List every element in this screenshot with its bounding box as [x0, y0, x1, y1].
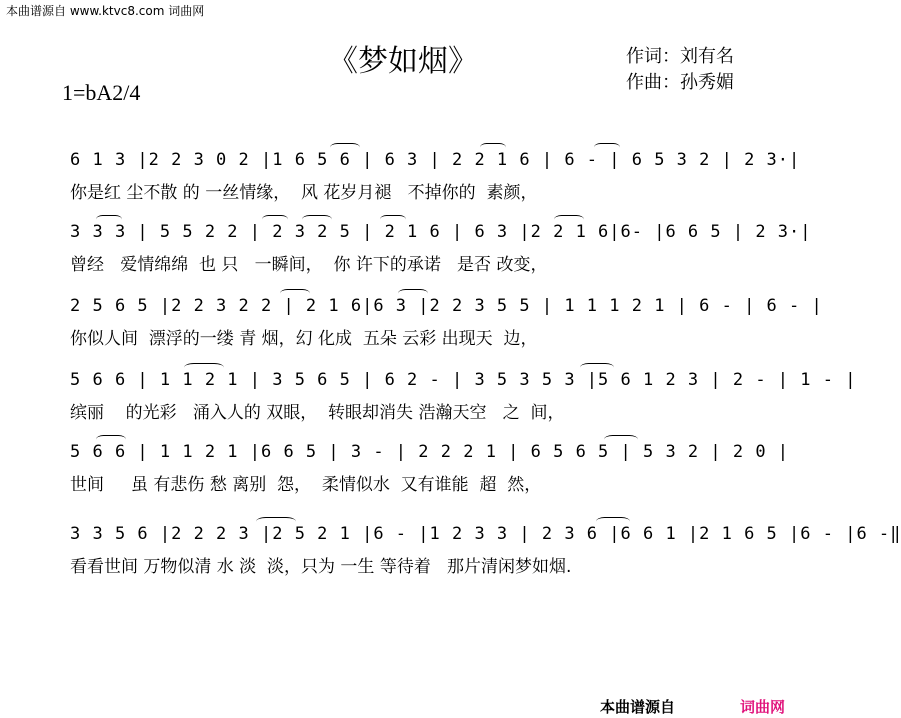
lyric-line: 你似人间 漂浮的一缕 青 烟，幻 化成 五朵 云彩 出现天 边，: [70, 329, 538, 349]
slur-mark: [262, 215, 288, 224]
lyric-line: 你是红 尘不散 的 一丝情缘， 风 花岁月褪 不掉你的 素颜，: [70, 183, 538, 203]
composer-credit: 作曲：孙秀媚: [626, 72, 734, 93]
slur-mark: [96, 435, 126, 444]
slur-mark: [256, 517, 296, 526]
slur-mark: [398, 289, 428, 298]
slur-mark: [330, 143, 360, 152]
score-line-5: [70, 442, 790, 495]
slur-mark: [280, 289, 310, 298]
slur-mark: [554, 215, 584, 224]
slur-mark: [604, 435, 638, 444]
numbered-notes: 3 3 3 | 5 5 2 2 | 2 3 2 5 | 2 1 6 | 6 3 |2 2 1 6|6- |6 6 5 | 2 3·|: [70, 222, 812, 242]
slur-mark: [594, 143, 620, 152]
numbered-notes: 3 3 5 6 |2 2 2 3 |2 5 2 1 |6 - |1 2 3 3 | 2 3 6 |6 6 1 |2 1 6 5 |6 - |6 -‖: [70, 524, 901, 544]
slur-mark: [580, 363, 614, 372]
lyric-line: 曾经 爱情绵绵 也 只 一瞬间， 你 许下的承诺 是否 改变，: [70, 255, 548, 275]
numbered-notes: 5 6 6 | 1 1 2 1 |6 6 5 | 3 - | 2 2 2 1 | 6 5 6 5 | 5 3 2 | 2 0 |: [70, 442, 790, 462]
score-line-1: [70, 150, 801, 203]
slur-mark: [96, 215, 122, 224]
slur-mark: [596, 517, 630, 526]
lyric-line: 缤丽 的光彩 涌入人的 双眼， 转眼却消失 浩瀚天空 之 间，: [70, 403, 565, 423]
footer-site-logo: 词曲网: [740, 698, 786, 716]
lyric-line: 看看世间 万物似清 水 淡 淡，只为 一生 等待着 那片清闲梦如烟.: [70, 557, 572, 577]
song-title: 《梦如烟》: [328, 44, 478, 79]
site-header: 本曲谱源自 www.ktvc8.com 词曲网: [6, 4, 205, 18]
slur-mark: [480, 143, 506, 152]
score-line-6: [70, 524, 901, 577]
lyricist-credit: 作词：刘有名: [626, 46, 734, 67]
key-signature: 1=bA2/4: [62, 80, 141, 105]
footer-source-label: 本曲谱源自: [600, 698, 676, 716]
score-line-2: [70, 222, 812, 275]
numbered-notes: 2 5 6 5 |2 2 3 2 2 | 2 1 6|6 3 |2 2 3 5 5 | 1 1 1 2 1 | 6 - | 6 - |: [70, 296, 823, 316]
numbered-notes: 6 1 3 |2 2 3 0 2 |1 6 5 6 | 6 3 | 2 2 1 6 | 6 - | 6 5 3 2 | 2 3·|: [70, 150, 801, 170]
slur-mark: [380, 215, 406, 224]
lyric-line: 世间 虽 有悲伤 愁 离别 怨， 柔情似水 又有谁能 超 然，: [70, 475, 542, 495]
slur-mark: [184, 363, 224, 372]
score-line-3: [70, 296, 823, 349]
slur-mark: [302, 215, 332, 224]
numbered-notes: 5 6 6 | 1 1 2 1 | 3 5 6 5 | 6 2 - | 3 5 3 5 3 |5 6 1 2 3 | 2 - | 1 - |: [70, 370, 857, 390]
score-line-4: [70, 370, 857, 423]
